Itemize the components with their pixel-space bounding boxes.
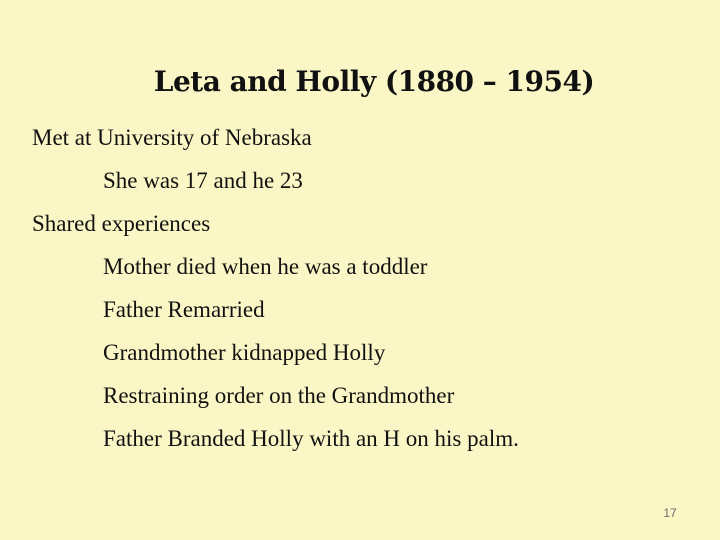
body-line: Father Branded Holly with an H on his palm. — [103, 426, 519, 451]
body-line: Met at University of Nebraska — [32, 125, 312, 150]
body-line: Shared experiences — [32, 211, 211, 236]
body-line: Mother died when he was a toddler — [103, 254, 428, 279]
slide-body — [32, 116, 692, 460]
page-number: 17 — [663, 506, 677, 520]
slide-title: Leta and Holly (1880 – 1954) — [153, 65, 595, 98]
body-line: Grandmother kidnapped Holly — [103, 340, 386, 365]
body-line: She was 17 and he 23 — [103, 168, 303, 193]
body-line: Father Remarried — [103, 297, 265, 322]
body-line: Restraining order on the Grandmother — [103, 383, 455, 408]
